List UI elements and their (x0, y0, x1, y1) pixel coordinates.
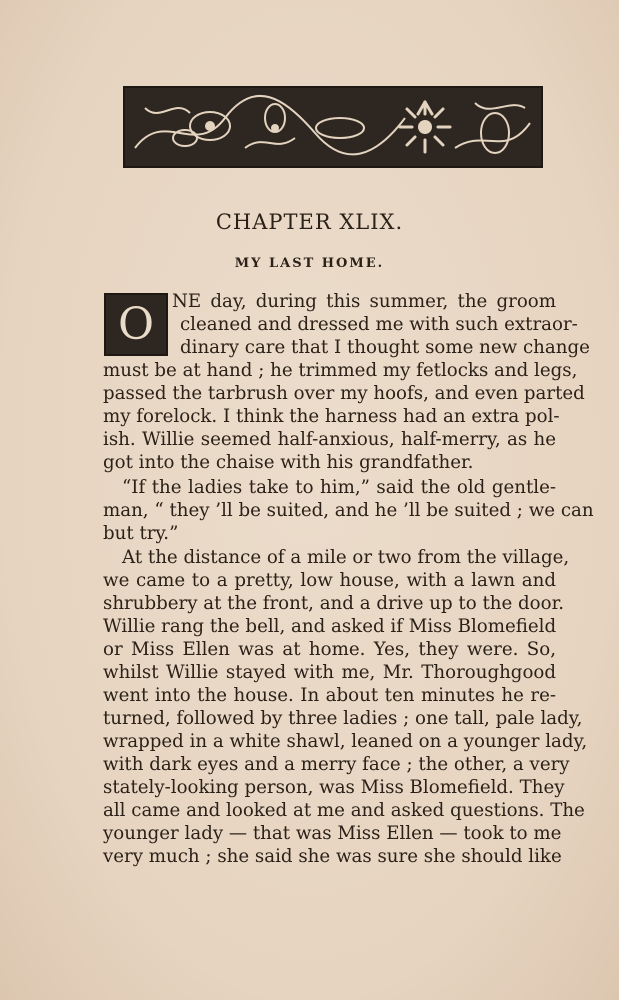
text-line: ish. Willie seemed half-anxious, half-merry, as he (103, 429, 556, 450)
text-line: got into the chaise with his grandfather. (103, 452, 474, 473)
text-line: went into the house. In about ten minutes he re- (103, 685, 556, 706)
text-line: At the distance of a mile or two from the village, (122, 547, 570, 568)
text-line: or Miss Ellen was at home. Yes, they were. So, (103, 639, 556, 660)
text-line: passed the tarbrush over my hoofs, and even parted (103, 383, 585, 404)
chapter-subtitle: MY LAST HOME. (234, 256, 385, 271)
text-line: wrapped in a white shawl, leaned on a younger lady, (103, 731, 588, 752)
text-line: Willie rang the bell, and asked if Miss Blomefield (103, 616, 557, 637)
decorated-initial (104, 293, 168, 356)
text-line: turned, followed by three ladies ; one tall, pale lady, (103, 708, 583, 729)
text-line: my forelock. I think the harness had an extra pol- (103, 406, 560, 427)
text-line: cleaned and dressed me with such extraor- (180, 314, 578, 335)
text-line: dinary care that I thought some new change (180, 337, 590, 358)
text-line: NE day, during this summer, the groom (172, 291, 556, 312)
floral-ornament-icon (125, 88, 541, 166)
text-line: “If the ladies take to him,” said the old gentle- (122, 477, 556, 498)
chapter-title: CHAPTER XLIX. (215, 210, 404, 234)
text-line: but try.” (103, 523, 179, 544)
text-line: very much ; she said she was sure she should like (103, 846, 562, 867)
text-line: must be at hand ; he trimmed my fetlocks and legs, (103, 360, 578, 381)
text-line: shrubbery at the front, and a drive up to the door. (103, 593, 565, 614)
text-line: with dark eyes and a merry face ; the other, a very (103, 754, 570, 775)
text-line: stately-looking person, was Miss Blomefield. They (103, 777, 565, 798)
text-line: all came and looked at me and asked questions. The (103, 800, 585, 821)
text-line: we came to a pretty, low house, with a lawn and (103, 570, 556, 591)
text-line: man, “ they ’ll be suited, and he ’ll be suited ; we can (103, 500, 594, 521)
text-line: whilst Willie stayed with me, Mr. Thoroughgood (103, 662, 556, 683)
floral-headpiece-ornament (123, 86, 543, 168)
initial-letter: O (117, 299, 155, 350)
text-line: younger lady — that was Miss Ellen — took to me (103, 823, 562, 844)
